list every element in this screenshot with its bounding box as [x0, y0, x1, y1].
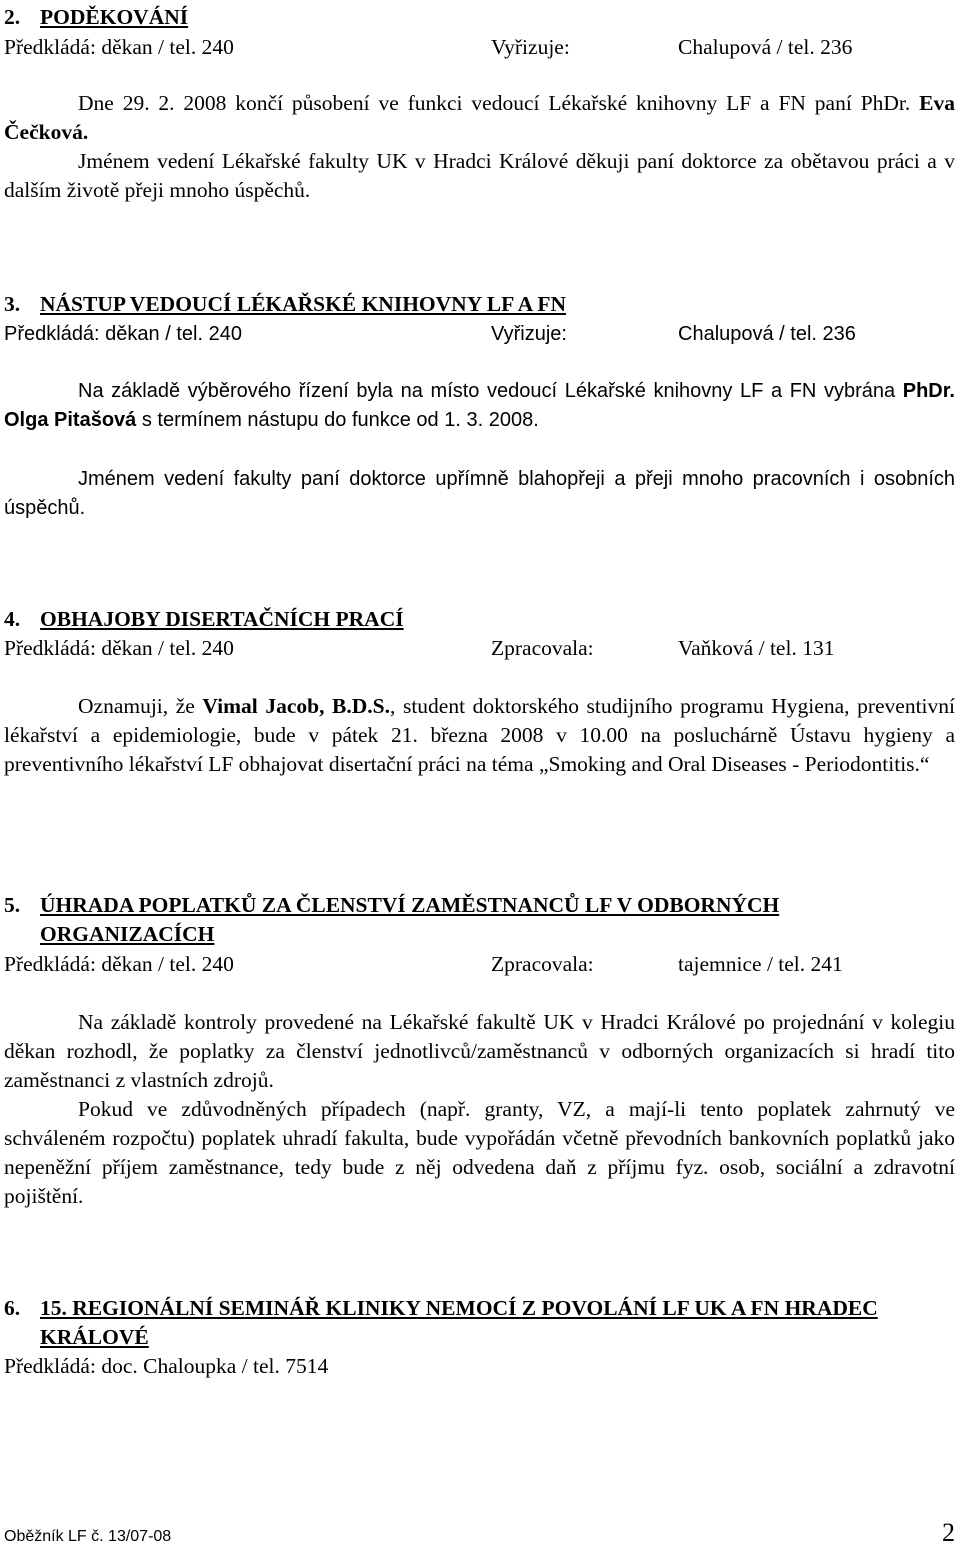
- section-3-paragraph-1: [4, 377, 955, 435]
- section-number: 4.: [4, 607, 21, 631]
- section-3-heading: [4, 290, 955, 319]
- submitter: Předkládá: děkan / tel. 240: [4, 323, 242, 345]
- paragraph-text: Oznamuji, že: [78, 694, 203, 718]
- section-4-paragraph-1: [4, 692, 955, 779]
- section-4-meta: [4, 634, 955, 663]
- thesis-title: „Smoking and Oral Diseases - Periodontitis.“: [538, 752, 930, 776]
- person-name: PhDr. Olga Pitašová: [4, 380, 955, 431]
- paragraph-text: Na základě kontroly provedené na Lékařské fakultě UK v Hradci Králové po projednání v kolegiu děkan rozhodl, že poplatky za členství jednotlivců/zaměstnanců v odborných organizacích si hradí tito zaměstnanci z vlastních zdrojů.: [4, 1010, 955, 1092]
- section-6-heading: [4, 1294, 955, 1352]
- section-2-paragraph-2: [4, 147, 955, 205]
- section-title: ÚHRADA POPLATKŮ ZA ČLENSTVÍ ZAMĚSTNANCŮ LF V ODBORNÝCH ORGANIZACÍCH: [40, 893, 780, 946]
- section-number: 5.: [4, 893, 21, 917]
- section-2-heading: [4, 3, 955, 32]
- page-footer: [4, 1518, 955, 1548]
- section-4-heading: [4, 605, 955, 634]
- paragraph-text: s termínem nástupu do funkce od 1. 3. 2008.: [136, 409, 539, 431]
- section-3-meta: [4, 320, 955, 349]
- person-name: Vimal Jacob, B.D.S.: [202, 694, 390, 718]
- section-2-meta: [4, 33, 955, 62]
- handler: Chalupová / tel. 236: [678, 35, 853, 59]
- submitter: Předkládá: děkan / tel. 240: [4, 35, 234, 59]
- handler: Chalupová / tel. 236: [678, 323, 856, 345]
- section-5-paragraph-1: [4, 1008, 955, 1095]
- handler-label: Vyřizuje:: [491, 323, 567, 345]
- handler-label: Zpracovala:: [491, 636, 594, 660]
- section-5-paragraph-2: [4, 1095, 955, 1211]
- section-6-meta: [4, 1352, 955, 1381]
- section-title: 15. REGIONÁLNÍ SEMINÁŘ KLINIKY NEMOCÍ Z POVOLÁNÍ LF UK A FN HRADEC KRÁLOVÉ: [40, 1296, 878, 1349]
- section-title: PODĚKOVÁNÍ: [40, 5, 189, 29]
- section-5-heading: [4, 891, 955, 949]
- paragraph-text: Jménem vedení fakulty paní doktorce upřímně blahopřeji a přeji mnoho pracovních i osobních úspěchů.: [4, 468, 955, 519]
- paragraph-text: Na základě výběrového řízení byla na místo vedoucí Lékařské knihovny LF a FN vybrána: [78, 380, 903, 402]
- handler-label: Vyřizuje:: [491, 35, 570, 59]
- paragraph-text: Pokud ve zdůvodněných případech (např. granty, VZ, a mají-li tento poplatek zahrnutý ve schváleném rozpočtu) poplatek uhradí fakulta, bude vypořádán včetně převodních bankovních poplatků jako nepeněžní příjem zaměstnance, tedy bude z něj odvedena daň z příjmu fyz. osob, sociální a zdravotní pojištění.: [4, 1097, 955, 1208]
- person-name: Eva Čečková.: [4, 91, 955, 144]
- paragraph-text: , student doktorského studijního programu Hygiena, preventivní lékařství a epidemiologie, bude v pátek 21. března 2008 v 10.00 na posluchárně Ústavu hygieny a preventivního lékařství LF obhajovat disertační práci na téma: [4, 694, 955, 776]
- section-3-paragraph-2: [4, 465, 955, 523]
- section-5-meta: [4, 950, 955, 979]
- submitter: Předkládá: děkan / tel. 240: [4, 636, 234, 660]
- paragraph-text: Jménem vedení Lékařské fakulty UK v Hradci Králové děkuji paní doktorce za obětavou práci a v dalším životě přeji mnoho úspěchů.: [4, 149, 955, 202]
- handler-label: Zpracovala:: [491, 952, 594, 976]
- section-number: 2.: [4, 5, 21, 29]
- section-title: OBHAJOBY DISERTAČNÍCH PRACÍ: [40, 607, 404, 631]
- submitter: Předkládá: děkan / tel. 240: [4, 952, 234, 976]
- paragraph-text: Dne 29. 2. 2008 končí působení ve funkci vedoucí Lékařské knihovny LF a FN paní PhDr.: [78, 91, 920, 115]
- section-number: 6.: [4, 1296, 21, 1320]
- page-number: 2: [942, 1518, 955, 1547]
- handler: tajemnice / tel. 241: [678, 952, 843, 976]
- submitter: Předkládá: doc. Chaloupka / tel. 7514: [4, 1354, 329, 1378]
- handler: Vaňková / tel. 131: [678, 636, 835, 660]
- section-title: NÁSTUP VEDOUCÍ LÉKAŘSKÉ KNIHOVNY LF A FN: [40, 292, 567, 316]
- footer-circular-number: Oběžník LF č. 13/07-08: [4, 1528, 172, 1545]
- section-2-paragraph-1: [4, 89, 955, 147]
- section-number: 3.: [4, 292, 21, 316]
